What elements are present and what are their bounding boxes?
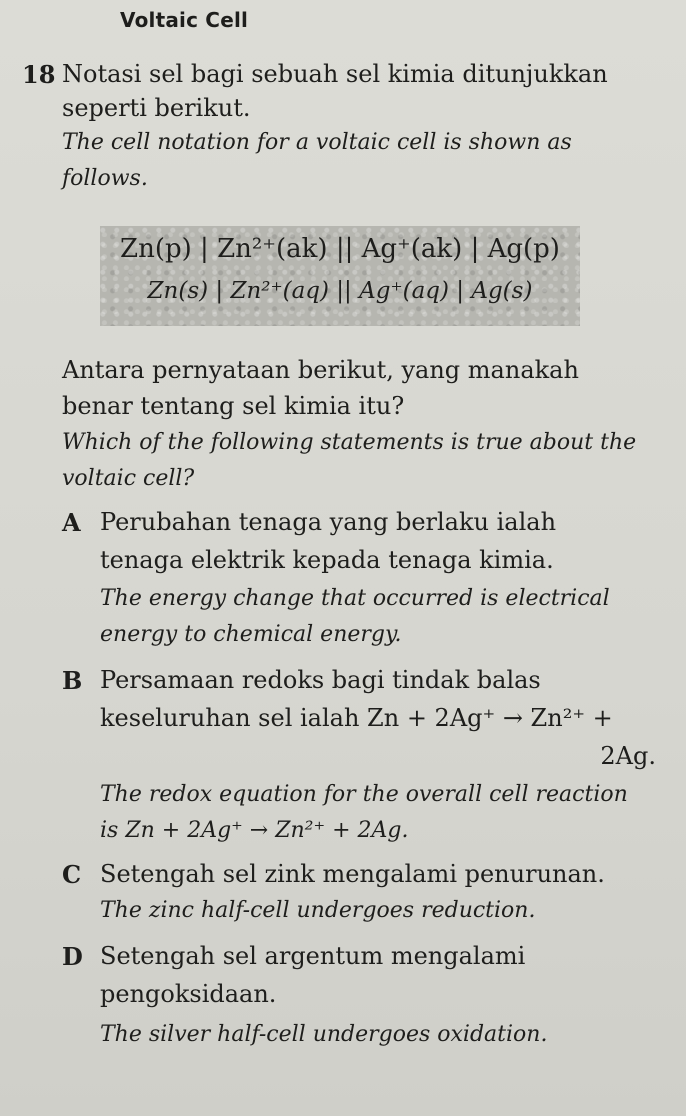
option-b-letter[interactable]: B	[62, 666, 83, 695]
cell-notation-box	[100, 226, 580, 326]
option-a-letter[interactable]: A	[62, 508, 81, 537]
option-a-ms-line-2: tenaga elektrik kepada tenaga kimia.	[100, 546, 554, 574]
stem-en-line-1: Which of the following statements is true about the	[62, 430, 637, 455]
option-a-en-line-2: energy to chemical energy.	[100, 622, 402, 647]
prompt-en-line-2: follows.	[62, 166, 148, 191]
prompt-ms-line-2: seperti berikut.	[62, 94, 251, 122]
stem-en-line-2: voltaic cell?	[62, 466, 195, 491]
prompt-en-line-1: The cell notation for a voltaic cell is shown as	[62, 130, 572, 155]
prompt-ms-line-1: Notasi sel bagi sebuah sel kimia ditunjukkan	[62, 60, 608, 88]
option-a-en-line-1: The energy change that occurred is electrical	[100, 586, 610, 611]
option-d-ms-line-2: pengoksidaan.	[100, 980, 277, 1008]
cell-notation-en: Zn(s) | Zn²⁺(aq) || Ag⁺(aq) | Ag(s)	[147, 278, 533, 304]
option-d-ms-line-1: Setengah sel argentum mengalami	[100, 942, 526, 970]
option-b-ms-line-3: 2Ag.	[600, 742, 656, 770]
option-b-en-line-2: is Zn + 2Ag⁺ → Zn²⁺ + 2Ag.	[100, 818, 409, 843]
option-b-ms-line-1: Persamaan redoks bagi tindak balas	[100, 666, 541, 694]
option-d-letter[interactable]: D	[62, 942, 83, 971]
option-c-en-line-1: The zinc half-cell undergoes reduction.	[100, 898, 536, 923]
stem-ms-line-2: benar tentang sel kimia itu?	[62, 392, 405, 420]
option-c-letter[interactable]: C	[62, 860, 82, 889]
option-b-en-line-1: The redox equation for the overall cell reaction	[100, 782, 628, 807]
option-a-ms-line-1: Perubahan tenaga yang berlaku ialah	[100, 508, 557, 536]
option-c-ms-line-1: Setengah sel zink mengalami penurunan.	[100, 860, 605, 888]
cell-notation-ms: Zn(p) | Zn²⁺(ak) || Ag⁺(ak) | Ag(p)	[120, 234, 560, 264]
stem-ms-line-1: Antara pernyataan berikut, yang manakah	[62, 356, 579, 384]
option-b-ms-line-2: keseluruhan sel ialah Zn + 2Ag⁺ → Zn²⁺ +	[100, 704, 613, 732]
question-number: 18	[22, 60, 56, 89]
section-title: Voltaic Cell	[120, 8, 249, 32]
option-d-en-line-1: The silver half-cell undergoes oxidation.	[100, 1022, 548, 1047]
